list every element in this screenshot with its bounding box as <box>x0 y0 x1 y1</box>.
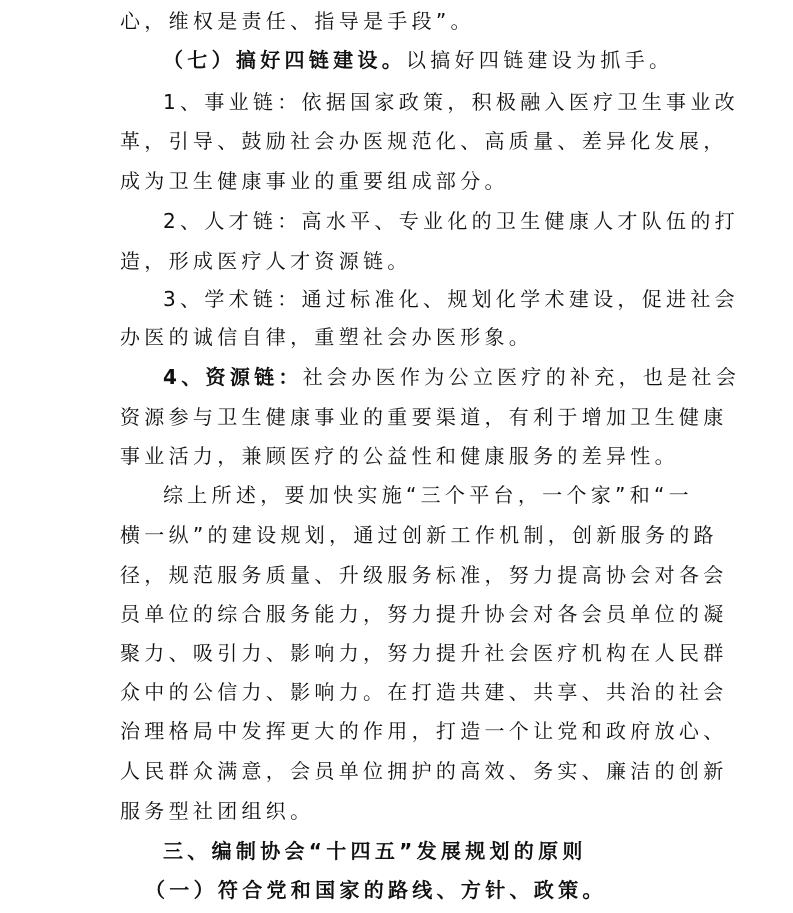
paragraph-line <box>0 162 793 201</box>
paragraph-line <box>0 242 793 281</box>
line-text: 聚力、吸引力、影响力，努力提升社会医疗机构在人民群 <box>120 641 728 665</box>
paragraph-line <box>0 673 793 712</box>
section-heading: （七）搞好四链建设。 <box>163 48 406 72</box>
line-text: 资源参与卫生健康事业的重要渠道，有利于增加卫生健康 <box>120 405 728 429</box>
line-text: 径，规范服务质量、升级服务标准，努力提高协会对各会 <box>120 563 728 587</box>
paragraph-line <box>0 280 793 319</box>
line-text: 3、学术链：通过标准化、规划化学术建设，促进社会 <box>163 287 739 311</box>
line-text: 服务型社团组织。 <box>120 799 315 823</box>
paragraph-line <box>0 358 793 397</box>
line-text: 革，引导、鼓励社会办医规范化、高质量、差异化发展， <box>120 129 728 153</box>
section-heading-line <box>0 871 793 910</box>
paragraph-line <box>0 752 793 791</box>
paragraph-line <box>0 202 793 241</box>
paragraph-line <box>0 398 793 437</box>
chapter-heading: 三、编制协会“十四五”发展规划的原则 <box>163 839 587 863</box>
line-text: 员单位的综合服务能力，努力提升协会对各会员单位的凝 <box>120 602 728 626</box>
paragraph-line <box>0 556 793 595</box>
paragraph-line <box>0 476 793 515</box>
paragraph-line <box>0 516 793 555</box>
paragraph-line <box>0 122 793 161</box>
line-text: 办医的诚信自律，重塑社会办医形象。 <box>120 325 534 349</box>
paragraph-line <box>0 634 793 673</box>
line-text: 社会办医作为公立医疗的补充，也是社会 <box>302 365 741 389</box>
section-heading-line <box>0 41 793 80</box>
line-text: 治理格局中发挥更大的作用，打造一个让党和政府放心、 <box>120 719 728 743</box>
chapter-heading-line <box>0 832 793 871</box>
paragraph-line <box>0 792 793 831</box>
paragraph-line <box>0 712 793 751</box>
line-text: 成为卫生健康事业的重要组成部分。 <box>120 169 509 193</box>
paragraph-line <box>0 2 793 41</box>
line-text: 横一纵”的建设规划，通过创新工作机制，创新服务的路 <box>120 523 718 547</box>
line-text: 心，维权是责任、指导是手段”。 <box>120 9 475 33</box>
paragraph-line <box>0 83 793 122</box>
line-text: 1、事业链：依据国家政策，积极融入医疗卫生事业改 <box>163 90 739 114</box>
section-heading: （一）符合党和国家的路线、方针、政策。 <box>145 878 607 902</box>
sub-heading: 4、资源链： <box>163 365 303 389</box>
line-text: 2、人才链：高水平、专业化的卫生健康人才队伍的打 <box>163 209 739 233</box>
line-text: 众中的公信力、影响力。在打造共建、共享、共治的社会 <box>120 680 728 704</box>
line-text: 综上所述，要加快实施“三个平台，一个家”和“一 <box>163 483 693 507</box>
paragraph-line <box>0 318 793 357</box>
paragraph-line <box>0 595 793 634</box>
line-text: 人民群众满意，会员单位拥护的高效、务实、廉洁的创新 <box>120 759 728 783</box>
paragraph-line <box>0 437 793 476</box>
line-text: 造，形成医疗人才资源链。 <box>120 249 412 273</box>
line-text: 以搞好四链建设为抓手。 <box>406 48 674 72</box>
line-text: 事业活力，兼顾医疗的公益性和健康服务的差异性。 <box>120 444 679 468</box>
